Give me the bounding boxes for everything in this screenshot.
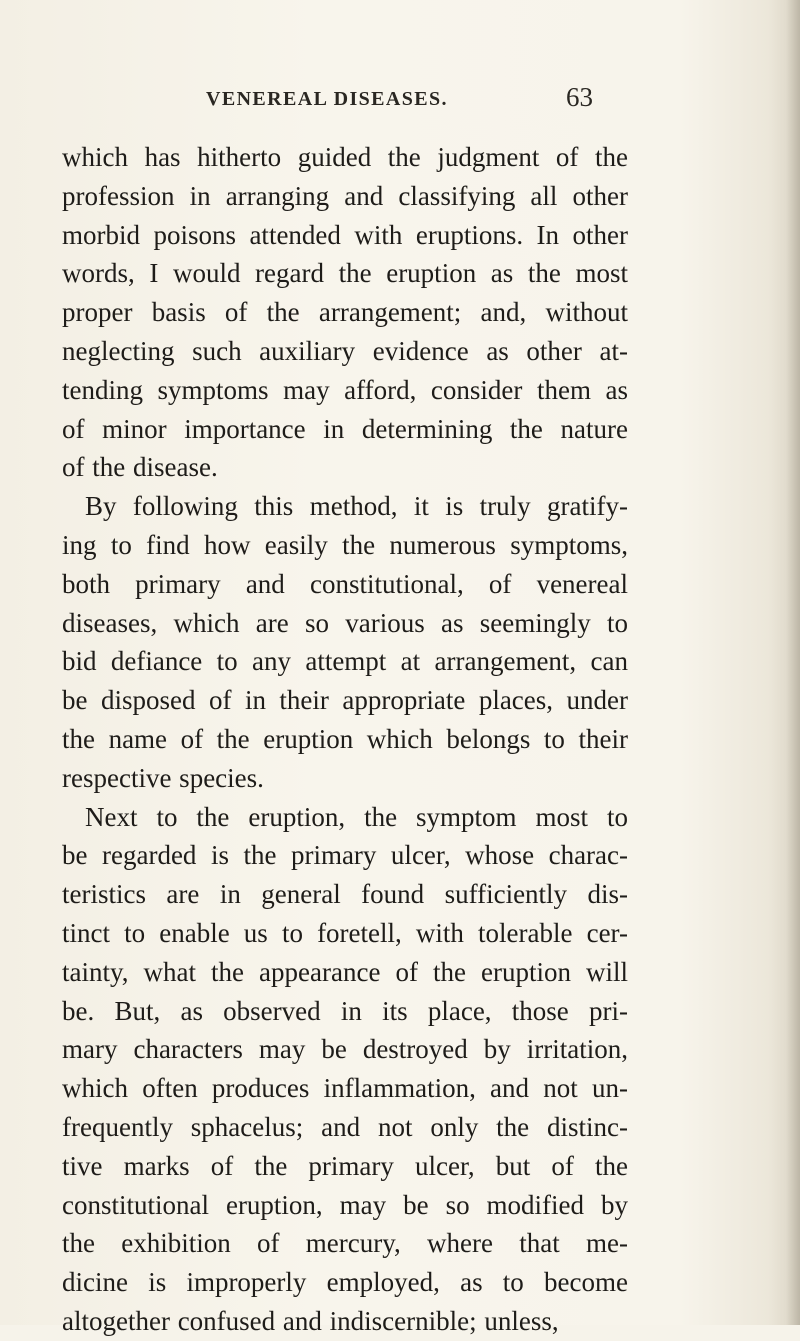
text-line: tending symptoms may afford, consider them as bbox=[62, 374, 628, 405]
page-edge-shadow bbox=[786, 0, 800, 1325]
running-head bbox=[0, 84, 800, 124]
text-line: morbid poisons attended with eruptions. In other bbox=[62, 219, 628, 250]
text-line: of the disease. bbox=[62, 452, 218, 483]
text-line: words, I would regard the eruption as the most bbox=[62, 258, 628, 289]
text-line: which often produces inflammation, and not un- bbox=[62, 1073, 628, 1104]
text-line: profession in arranging and classifying all other bbox=[62, 180, 628, 211]
text-line: bid defiance to any attempt at arrangement, can bbox=[62, 646, 628, 677]
text-line: teristics are in general found sufficiently dis- bbox=[62, 879, 628, 910]
page-number: 63 bbox=[566, 82, 593, 112]
text-line: both primary and constitutional, of venereal bbox=[62, 568, 628, 599]
text-line: Next to the eruption, the symptom most to bbox=[85, 801, 628, 832]
text-line: By following this method, it is truly gratify- bbox=[85, 491, 628, 522]
text-line: mary characters may be destroyed by irritation, bbox=[62, 1034, 628, 1065]
text-line: proper basis of the arrangement; and, without bbox=[62, 297, 628, 328]
text-line: ing to find how easily the numerous symptoms, bbox=[62, 529, 628, 560]
text-line: the name of the eruption which belongs to their bbox=[62, 723, 628, 754]
text-line: frequently sphacelus; and not only the distinc- bbox=[62, 1111, 628, 1142]
text-line: tainty, what the appearance of the eruption will bbox=[62, 956, 628, 987]
text-line: of minor importance in determining the nature bbox=[62, 413, 628, 444]
running-title: VENEREAL DISEASES. bbox=[206, 88, 448, 110]
text-line: which has hitherto guided the judgment of the bbox=[62, 142, 628, 172]
body-text bbox=[62, 138, 628, 1341]
text-line: altogether confused and indiscernible; unless, bbox=[62, 1305, 559, 1336]
text-line: neglecting such auxiliary evidence as other at- bbox=[62, 335, 628, 366]
text-line: be. But, as observed in its place, those pri- bbox=[62, 995, 628, 1026]
text-line: tive marks of the primary ulcer, but of the bbox=[62, 1150, 628, 1181]
text-line: the exhibition of mercury, where that me- bbox=[62, 1228, 628, 1259]
text-line: constitutional eruption, may be so modified by bbox=[62, 1189, 628, 1220]
text-line: be disposed of in their appropriate places, under bbox=[62, 685, 628, 716]
text-line: diseases, which are so various as seemingly to bbox=[62, 607, 628, 638]
text-line: tinct to enable us to foretell, with tolerable cer- bbox=[62, 917, 628, 948]
text-line: be regarded is the primary ulcer, whose charac- bbox=[62, 840, 628, 871]
text-line: dicine is improperly employed, as to become bbox=[62, 1267, 628, 1298]
text-line: respective species. bbox=[62, 762, 264, 793]
